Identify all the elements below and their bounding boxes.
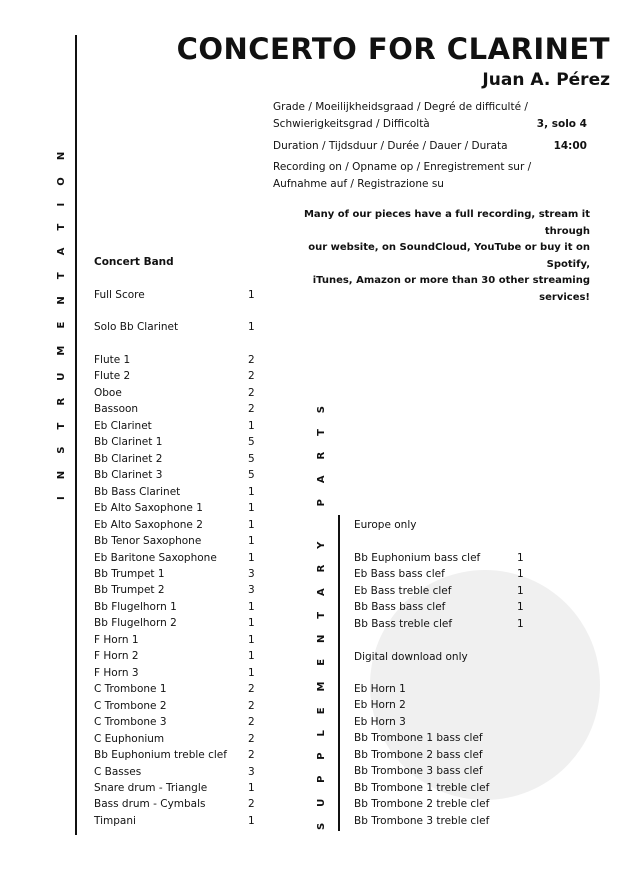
part-count: 1 [517, 568, 524, 581]
list-item [94, 699, 255, 716]
list-item [354, 683, 406, 699]
part-count: 1 [248, 600, 255, 613]
part-name: Bb Trombone 3 treble clef [354, 814, 490, 827]
list-item [354, 765, 483, 781]
list-item [94, 403, 255, 419]
list-item [94, 436, 255, 452]
list-item [354, 568, 524, 584]
list-item [94, 485, 255, 502]
part-count: 3 [248, 584, 255, 597]
list-item [94, 452, 255, 469]
part-name: Bb Bass treble clef [354, 617, 453, 630]
part-count: 2 [248, 732, 255, 745]
supplementary-divider [338, 515, 340, 831]
instrumentation-heading: Concert Band [94, 256, 174, 268]
list-item [94, 518, 255, 535]
part-name: Eb Baritone Saxophone [94, 551, 217, 564]
part-count: 2 [248, 370, 255, 383]
part-name: Eb Bass treble clef [354, 584, 452, 597]
part-name: F Horn 3 [94, 666, 139, 679]
list-item [94, 502, 255, 518]
list-item [94, 650, 255, 666]
part-count: 1 [248, 289, 255, 301]
part-name: Eb Alto Saxophone 1 [94, 502, 203, 515]
part-name: Oboe [94, 386, 122, 399]
part-name: Eb Horn 3 [354, 715, 406, 728]
part-count: 1 [517, 584, 524, 597]
grade-label-2: Schwierigkeitsgrad / Difficoltà [273, 117, 430, 130]
part-name: Bb Trombone 1 bass clef [354, 732, 483, 745]
part-count: 1 [248, 419, 255, 432]
list-item [354, 749, 483, 765]
part-name: Eb Clarinet [94, 419, 152, 432]
part-count: 1 [517, 601, 524, 614]
list-item [94, 469, 255, 485]
list-item [354, 782, 489, 798]
list-item [354, 584, 524, 601]
part-count: 5 [248, 452, 255, 465]
part-count: 3 [248, 765, 255, 778]
part-name: Bb Bass Clarinet [94, 485, 181, 498]
part-count: 2 [248, 749, 255, 762]
list-item [94, 732, 255, 749]
part-name: Eb Horn 1 [354, 683, 406, 695]
list-item [94, 289, 255, 305]
part-name: Eb Alto Saxophone 2 [94, 518, 203, 531]
list-item [94, 716, 255, 732]
recording-info [273, 159, 587, 192]
part-name: C Basses [94, 765, 142, 778]
part-name: Flute 2 [94, 370, 131, 383]
part-count: 2 [248, 798, 255, 811]
part-name: Solo Bb Clarinet [94, 321, 179, 333]
part-name: C Trombone 1 [94, 683, 167, 696]
list-item [354, 601, 524, 617]
promo-line: our website, on SoundCloud, YouTube or buy it on Spotify, [308, 242, 590, 270]
part-name: Bb Trombone 1 treble clef [354, 781, 490, 794]
part-name: Snare drum - Triangle [94, 781, 208, 794]
part-count: 1 [248, 633, 255, 646]
part-name: Timpani [94, 814, 136, 827]
list-item [94, 617, 255, 633]
list-item [94, 551, 255, 568]
part-name: Full Score [94, 289, 145, 301]
part-count: 1 [248, 321, 255, 333]
part-count: 2 [248, 354, 255, 366]
list-item [354, 798, 489, 814]
part-name: Eb Bass bass clef [354, 568, 445, 581]
part-name: Eb Horn 2 [354, 699, 406, 712]
part-name: C Trombone 2 [94, 699, 167, 712]
part-name: Bb Flugelhorn 2 [94, 617, 177, 630]
part-count: 2 [248, 716, 255, 729]
part-count: 1 [517, 552, 524, 564]
list-item [94, 633, 255, 650]
part-count: 1 [248, 781, 255, 794]
list-item [94, 567, 255, 584]
recording-label-2: Aufnahme auf / Registrazione su [273, 177, 444, 190]
grade-info [273, 99, 587, 132]
list-item [94, 798, 255, 814]
part-name: Bb Clarinet 2 [94, 452, 163, 465]
part-name: Bb Flugelhorn 1 [94, 600, 177, 613]
list-item [94, 749, 255, 765]
part-name: Bb Tenor Saxophone [94, 535, 202, 548]
part-name: Bb Trombone 3 bass clef [354, 765, 483, 778]
piece-title: CONCERTO FOR CLARINET [176, 32, 610, 66]
part-name: Bb Trombone 2 bass clef [354, 748, 483, 761]
promo-line: iTunes, Amazon or more than 30 other streaming services! [312, 275, 590, 303]
part-name: Bb Trombone 2 treble clef [354, 798, 490, 811]
part-count: 1 [248, 518, 255, 531]
europe-heading: Europe only [354, 519, 417, 531]
left-divider [75, 35, 77, 835]
part-count: 2 [248, 403, 255, 416]
list-item [94, 781, 255, 798]
part-name: C Euphonium [94, 732, 165, 745]
list-item [94, 321, 255, 337]
list-item [94, 666, 255, 683]
composer-name: Juan A. Pérez [482, 70, 610, 90]
recording-label: Recording on / Opname op / Enregistrement sur / [273, 161, 532, 173]
part-count: 5 [248, 469, 255, 482]
part-count: 1 [248, 666, 255, 679]
grade-value: 3, solo 4 [536, 117, 587, 130]
part-name: C Trombone 3 [94, 716, 167, 729]
part-count: 1 [517, 617, 524, 630]
list-item [94, 535, 255, 551]
part-count: 2 [248, 699, 255, 712]
part-count: 1 [248, 814, 255, 827]
part-name: Flute 1 [94, 354, 131, 366]
list-item [94, 683, 255, 699]
list-item [354, 815, 489, 831]
part-count: 1 [248, 551, 255, 564]
part-count: 2 [248, 386, 255, 399]
part-name: Bb Trumpet 1 [94, 567, 165, 580]
list-item [354, 732, 483, 748]
part-name: Bb Euphonium bass clef [354, 552, 481, 564]
part-name: Bb Euphonium treble clef [94, 749, 227, 762]
promo-line: Many of our pieces have a full recording, stream it through [303, 209, 590, 237]
digital-heading: Digital download only [354, 651, 468, 663]
list-item [94, 584, 255, 600]
part-count: 5 [248, 436, 255, 449]
part-count: 1 [248, 485, 255, 498]
part-name: Bass drum - Cymbals [94, 798, 206, 811]
list-item [94, 354, 255, 370]
list-item [354, 716, 406, 732]
list-item [94, 765, 255, 782]
part-name: Bb Clarinet 3 [94, 469, 163, 482]
list-item [354, 552, 524, 568]
part-name: Bb Clarinet 1 [94, 436, 163, 449]
list-item [354, 699, 406, 715]
part-count: 1 [248, 617, 255, 630]
part-name: Bb Trumpet 2 [94, 584, 165, 597]
duration-info [273, 138, 587, 155]
list-item [94, 600, 255, 617]
list-item [94, 419, 255, 436]
part-count: 1 [248, 502, 255, 515]
part-name: Bb Bass bass clef [354, 601, 446, 614]
part-name: F Horn 1 [94, 633, 139, 646]
list-item [94, 814, 255, 831]
list-item [94, 386, 255, 403]
part-name: F Horn 2 [94, 650, 139, 663]
part-count: 3 [248, 567, 255, 580]
instrumentation-side-label: I N S T R U M E N T A T I O N [56, 145, 67, 500]
list-item [354, 617, 524, 634]
duration-value: 14:00 [553, 140, 587, 152]
list-item [94, 370, 255, 386]
duration-label: Duration / Tijdsduur / Durée / Dauer / Durata [273, 140, 508, 152]
part-count: 2 [248, 683, 255, 696]
supplementary-side-label: S U P P L E M E N T A R Y P A R T S [316, 399, 327, 830]
grade-label: Grade / Moeilijkheidsgraad / Degré de difficulté / [273, 101, 528, 113]
part-count: 1 [248, 650, 255, 663]
promo-text [268, 207, 590, 306]
part-name: Bassoon [94, 403, 139, 416]
part-count: 1 [248, 535, 255, 548]
